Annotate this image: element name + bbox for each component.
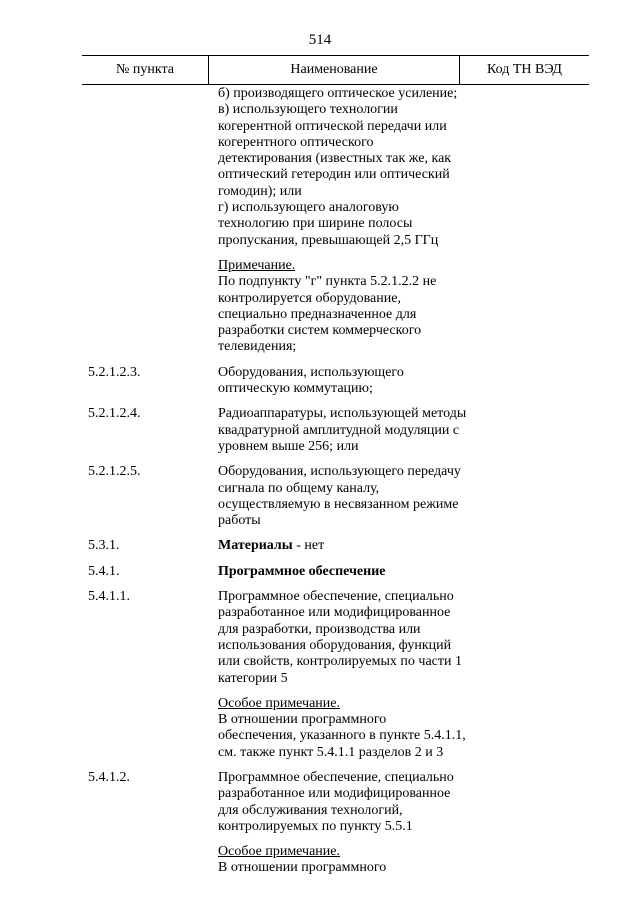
item-number: 5.4.1.1.	[88, 589, 130, 605]
table-row	[0, 770, 640, 877]
text-line: когерентной оптической передачи или	[218, 118, 447, 134]
text-line: телевидения;	[218, 339, 297, 355]
text-line: технологию при ширине полосы	[218, 216, 413, 232]
item-number: 5.4.1.	[88, 563, 120, 579]
item-text	[218, 86, 478, 356]
text-line: для разработки, производства или	[218, 621, 421, 637]
note-title: Особое примечание.	[218, 844, 340, 860]
text-line: пропускания, превышающей 2,5 ГГц	[218, 232, 439, 248]
item-text	[218, 770, 478, 877]
text-line: когерентного оптического	[218, 134, 374, 150]
note	[218, 258, 478, 356]
note-title: Примечание.	[218, 257, 296, 273]
text-line: категории 5	[218, 670, 288, 686]
text-line: разработки систем коммерческого	[218, 323, 422, 339]
text-line: использования оборудования, функций	[218, 637, 452, 653]
item-text	[218, 365, 478, 398]
text-line: оптическую коммутацию;	[218, 381, 373, 397]
table-row	[0, 365, 640, 398]
item-text	[218, 406, 478, 455]
text-line: разработанное или модифицированное	[218, 786, 451, 802]
table-header	[82, 55, 589, 85]
text-line: В отношении программного	[218, 860, 387, 876]
item-number: 5.2.1.2.4.	[88, 406, 141, 422]
section-heading: Материалы	[218, 538, 293, 554]
special-note	[218, 844, 478, 877]
table-row	[0, 564, 640, 580]
item-text	[218, 538, 478, 554]
text-line: контролируемых по пункту 5.5.1	[218, 818, 413, 834]
text-line	[218, 538, 478, 554]
text-line: г) использующего аналоговую	[218, 200, 399, 216]
document-body	[0, 86, 640, 886]
item-number: 5.3.1.	[88, 538, 120, 554]
item-text	[218, 564, 478, 580]
special-note	[218, 696, 478, 761]
text-line: детектирования (известных так же, как	[218, 151, 452, 167]
continuation-row	[0, 86, 640, 356]
text-line: см. также пункт 5.4.1.1 разделов 2 и 3	[218, 744, 444, 760]
text-line: обеспечения, указанного в пункте 5.4.1.1,	[218, 728, 466, 744]
text-line: сигнала по общему каналу,	[218, 480, 380, 496]
item-number: 5.4.1.2.	[88, 769, 130, 785]
text-line: разработанное или модифицированное	[218, 605, 451, 621]
text-line: Программное обеспечение, специально	[218, 769, 454, 785]
text-line: для обслуживания технологий,	[218, 802, 403, 818]
text-line: Оборудования, использующего передачу	[218, 464, 461, 480]
text-line: оптический гетеродин или оптический	[218, 167, 450, 183]
text-line: гомодин); или	[218, 183, 302, 199]
section-heading-suffix: - нет	[292, 538, 325, 554]
text-line: осуществляемую в несвязанном режиме	[218, 496, 459, 512]
text-line: По подпункту "г" пункта 5.2.1.2.2 не	[218, 274, 437, 290]
page-number: 514	[308, 32, 332, 48]
item-text	[218, 589, 478, 761]
text-line: б) производящего оптическое усиление;	[218, 86, 458, 101]
item-number: 5.2.1.2.3.	[88, 364, 141, 380]
item-number: 5.2.1.2.5.	[88, 464, 141, 480]
table-row	[0, 406, 640, 455]
text-line: В отношении программного	[218, 712, 387, 728]
header-item-number: № пункта	[116, 62, 174, 77]
note-title: Особое примечание.	[218, 695, 340, 711]
text-line: или свойств, контролируемых по части 1	[218, 654, 462, 670]
header-code: Код ТН ВЭД	[459, 56, 589, 84]
text-line: квадратурной амплитудной модуляции с	[218, 422, 460, 438]
text-line: контролируется оборудование,	[218, 290, 401, 306]
table-row	[0, 589, 640, 761]
text-line: уровнем выше 256; или	[218, 438, 359, 454]
text-line: Радиоаппаратуры, использующей методы	[218, 406, 467, 422]
text-line: работы	[218, 513, 261, 529]
text-line: специально предназначенное для	[218, 306, 417, 322]
text-line: Оборудования, использующего	[218, 364, 404, 380]
item-text	[218, 464, 478, 529]
table-row	[0, 538, 640, 554]
item-number	[0, 86, 218, 356]
text-line: Программное обеспечение, специально	[218, 589, 454, 605]
table-row	[0, 464, 640, 529]
header-name: Наименование	[208, 56, 459, 84]
text-line: в) использующего технологии	[218, 102, 398, 118]
section-heading: Программное обеспечение	[218, 563, 386, 579]
